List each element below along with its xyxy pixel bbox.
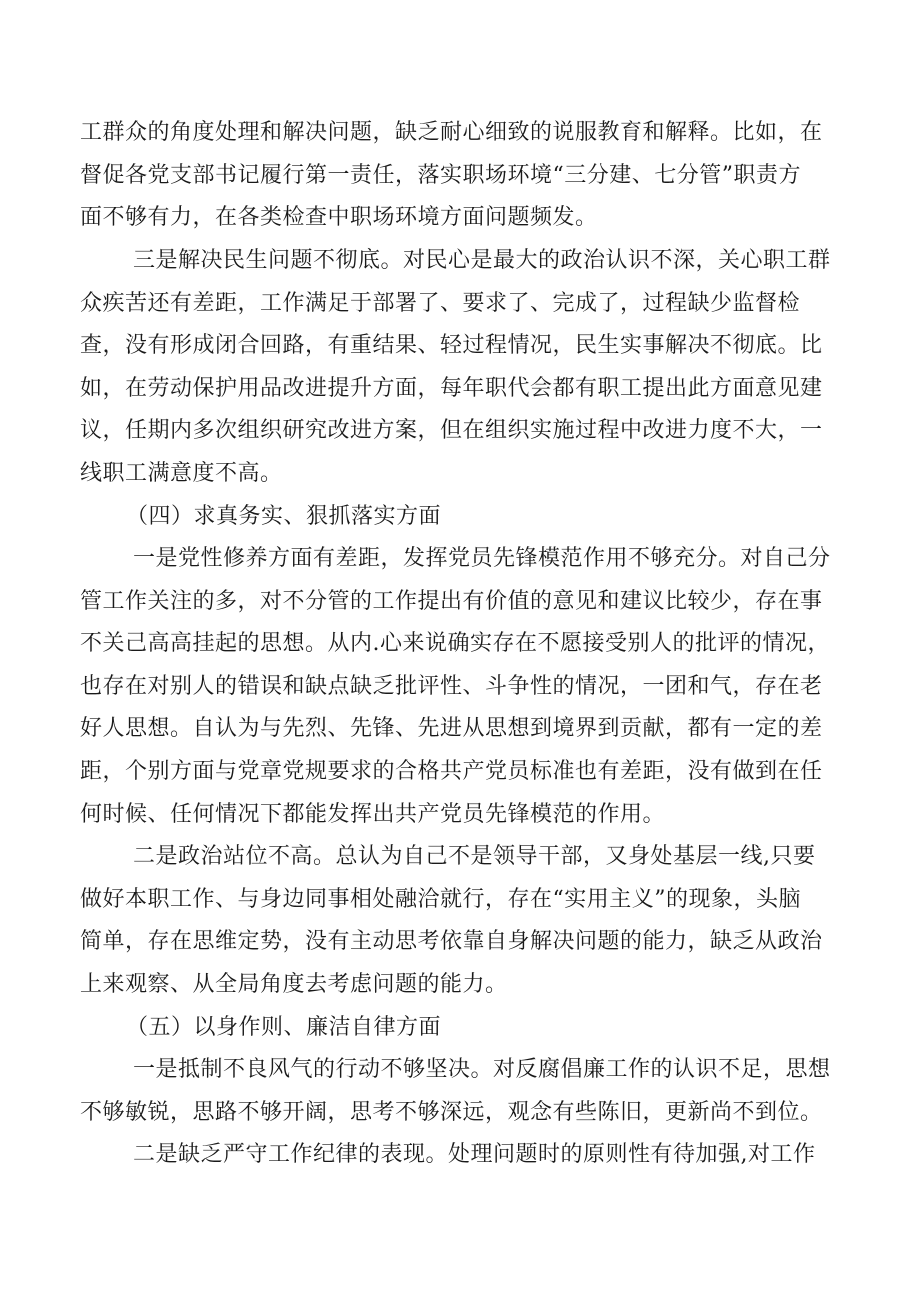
body-text-line: 不够敏锐，思路不够开阔，思考不够深远，观念有些陈旧，更新尚不到位。 xyxy=(80,1100,823,1125)
body-text-line: 议，任期内多次组织研究改进方案，但在组织实施过程中改进力度不大，一 xyxy=(80,418,823,443)
paragraph-start-line: 二是政治站位不高。总认为自己不是领导干部，又身处基层一线,只要 xyxy=(133,844,816,869)
body-text-line: 如，在劳动保护用品改进提升方面，每年职代会都有职工提出此方面意见建 xyxy=(80,376,823,401)
body-text-line: 简单，存在思维定势，没有主动思考依靠自身解决问题的能力，缺乏从政治 xyxy=(80,929,823,954)
body-text-line: 众疾苦还有差距，工作满足于部署了、要求了、完成了，过程缺少监督检 xyxy=(80,291,801,316)
body-text-line: 工群众的角度处理和解决问题，缺乏耐心细致的说服教育和解释。比如，在 xyxy=(80,120,823,145)
section-heading: （四）求真务实、狠抓落实方面 xyxy=(126,504,442,529)
body-text-line: 也存在对别人的错误和缺点缺乏批评性、斗争性的情况，一团和气，存在老 xyxy=(80,674,823,699)
body-text-line: 好人思想。自认为与先烈、先锋、先进从思想到境界到贡献，都有一定的差 xyxy=(80,716,823,741)
body-text-line: 何时候、任何情况下都能发挥出共产党员先锋模范的作用。 xyxy=(80,802,666,827)
body-text-line: 线职工满意度不高。 xyxy=(80,461,283,486)
paragraph-start-line: 一是抵制不良风气的行动不够坚决。对反腐倡廉工作的认识不足，思想 xyxy=(133,1057,831,1082)
body-text-line: 距，个别方面与党章党规要求的合格共产党员标准也有差距，没有做到在任 xyxy=(80,759,823,784)
paragraph-start-line: 三是解决民生问题不彻底。对民心是最大的政治认识不深，关心职工群 xyxy=(133,248,831,273)
body-text-line: 上来观察、从全局角度去考虑问题的能力。 xyxy=(80,972,508,997)
body-text-line: 管工作关注的多，对不分管的工作提出有价值的意见和建议比较少，存在事 xyxy=(80,589,823,614)
body-text-line: 督促各党支部书记履行第一责任，落实职场环境“三分建、七分管”职责方 xyxy=(80,163,801,188)
paragraph-start-line: 二是缺乏严守工作纪律的表现。处理问题时的原则性有待加强,对工作 xyxy=(133,1142,816,1167)
body-text-line: 面不够有力，在各类检查中职场环境方面问题频发。 xyxy=(80,205,598,230)
paragraph-start-line: 一是党性修养方面有差距，发挥党员先锋模范作用不够充分。对自己分 xyxy=(133,546,831,571)
body-text-line: 不关己高高挂起的思想。从内.心来说确实存在不愿接受别人的批评的情况， xyxy=(80,631,830,656)
body-text-line: 做好本职工作、与身边同事相处融洽就行，存在“实用主义”的现象，头脑 xyxy=(80,887,801,912)
section-heading: （五）以身作则、廉洁自律方面 xyxy=(126,1015,442,1040)
body-text-line: 查，没有形成闭合回路，有重结果、轻过程情况，民生实事解决不彻底。比 xyxy=(80,333,823,358)
